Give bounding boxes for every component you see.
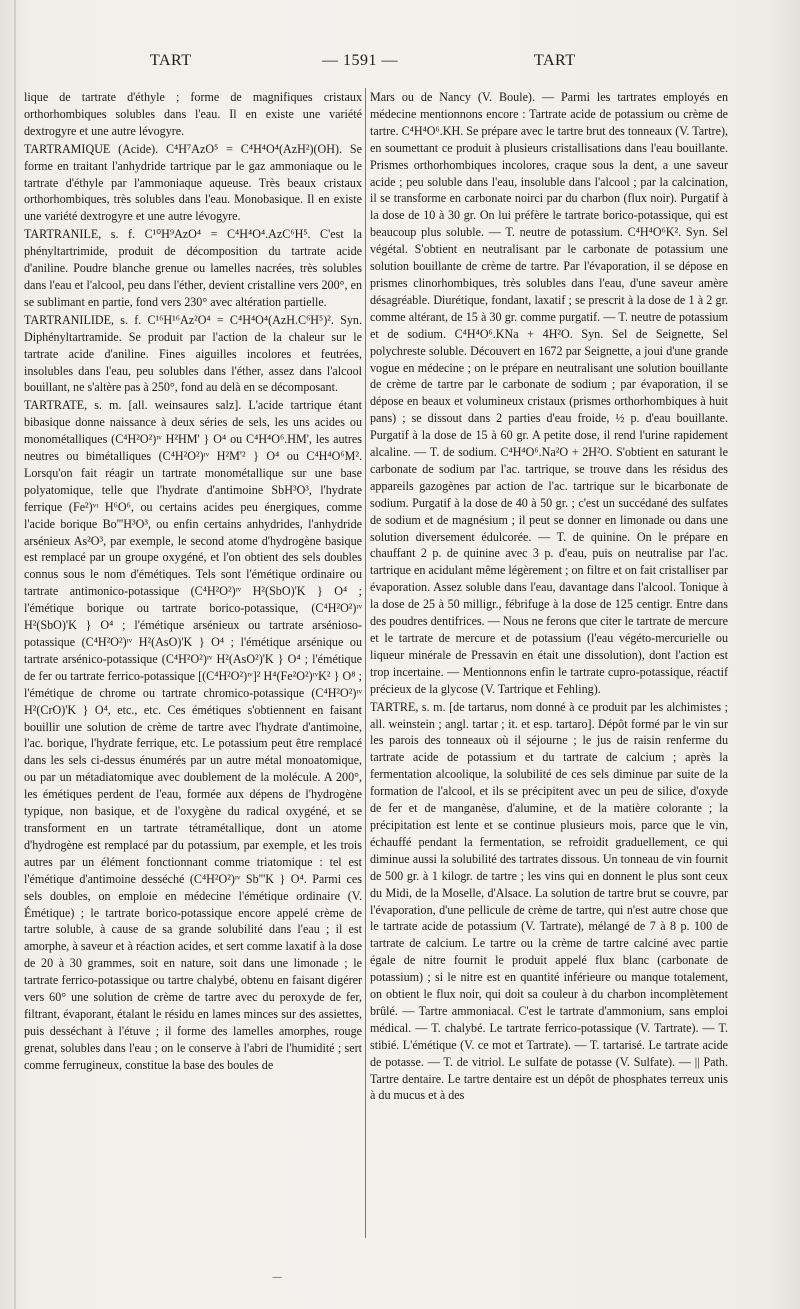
right-column (370, 88, 728, 1104)
page-fold-shadow (14, 0, 16, 1309)
entry-tartrate: TARTRATE, s. m. [all. weinsaures salz]. L'acide tartrique étant bibasique donne naissance à deux séries de sels, les uns acides ou monométalliques (C⁴H²O²)ᶦᵛ H²HM' } O⁴ ou C⁴H⁴O⁶.HM', les autres neutres ou bimétalliques (C⁴H²O²)ᶦᵛ H²M'² } O⁴ ou C⁴H⁴O⁶M². Lorsqu'on fait réagir un tartrate monométallique sur une base polyatomique, telle que l'hydrate d'antimoine SbH³O³, l'hydrate ferrique (Fe²)ᵛᶦ H⁶O⁶, ou certains acides peu énergiques, comme l'acide borique Bo'''H³O³, ou enfin certains anhydrides, l'anhydride arsénieux As²O³, par exemple, le second atome d'hydrogène basique est remplacé par un groupe oxygéné, et l'on obtient des sels doubles connus sous le nom d'émétiques. Tels sont l'émétique ordinaire ou tartrate antimonico-potassique (C⁴H²O²)ᶦᵛ H²(SbO)'K } O⁴ ; l'émétique borique ou tartrate borico-potassique, (C⁴H²O²)ᶦᵛ H²(SbO)'K } O⁴ ; l'émétique arsénieux ou tartrate arsénioso-potassique (C⁴H²O²)ᶦᵛ H²(AsO)'K } O⁴ ; l'émétique arsénique ou tartrate arsénico-potassique (C⁴H²O²)ᶦᵛ H²(AsO²)'K } O⁴ ; l'émétique de fer ou tartrate ferrico-potassique [(C⁴H²O²)ᶦᵛ]² H⁴(Fe²O²)ᶦᵛK² } O⁸ ; l'émétique de chrome ou tartrate chromico-potassique (C⁴H²O²)ᶦᵛ H²(CrO)'K } O⁴, etc., etc. Ces émétiques s'obtiennent en faisant bouillir une solution de crème de tartre avec l'hydrate d'antimoine, l'ac. borique, l'hydrate ferrique, etc. Le potassium peut être remplacé dans les sels ci-dessus énumérés par un autre métal monoatomique, ou par un métadiatomique avec doublement de la molécule. A 200°, les émétiques perdent de l'eau, formée aux dépens de l'hydrogène typique, non basique, et de l'oxygène du radical oxygéné, et se transforment en un tartrate tétramétallique, dont un atome d'hydrogène est remplacé par du potassium, par exemple, et les trois autres par un élément fonctionnant comme triatomique : tel est l'émétique d'antimoine desséché (C⁴H²O²)ᶦᵛ Sb'''K } O⁴. Parmi ces sels doubles, on emploie en médecine l'émétique ordinaire (V. Émétique) ; le tartrate borico-potassique encore appelé crème de tartre soluble, à cause de sa grande solubilité dans l'eau ; il est amorphe, à saveur et à réaction acides, et sert comme laxatif à la dose de 20 à 30 grammes, soit en nature, soit dans une limonade ; le tartrate ferrico-potassique ou tartre chalybé, obtenu en faisant digérer vers 60° une solution de crème de tartre avec du peroxyde de fer, filtrant, évaporant, étalant le résidu en lames minces sur des assiettes, puis desséchant à l'étuve ; il forme des lamelles amorphes, rouge grenat, solubles dans l'eau ; on le conserve à l'abri de l'humidité ; sert comme ferrugineux, constitue la base des boules de (24, 398, 362, 1072)
entry-tartre: TARTRE, s. m. [de tartarus, nom donné à ce produit par les alchimistes ; all. weinstein ; angl. tartar ; it. et esp. tartaro]. Dépôt formé par le vin sur les parois des tonneaux où il séjourne ; le jus de raisin renferme du tartrate acide de potassium et du tartrate de calcium ; après la fermentation alcoolique, la solubilité de ces sels diminue par suite de la formation de l'alcool, et ils se précipitent avec un peu de silice, d'oxyde de fer et de manganèse, d'alumine, et de la matière colorante ; la précipitation est lente et se continue plusieurs mois, parce que le vin, échauffé pendant la fermentation, se refroidit graduellement, ce qui diminue aussi la solubilité des tartrates dissous. Un tonneau de vin fournit de 500 gr. à 1 kilogr. de tartre ; les vins qui en donnent le plus sont ceux du Midi, de la Moselle, d'Alsace. La solution de tartre brut se couvre, par l'évaporation, d'une pellicule de crème de tartre, qui n'est autre chose que le tartrate acide de potassium (V. Tartrate), mélangé de 7 à 8 p. 100 de tartrate de calcium. Le tartre ou la crème de tartre calciné avec partie égale de nitre fournit le produit appelé flux blanc (carbonate de potassium) ; si le nitre est en quantité inférieure ou manque totalement, on obtient le flux noir, qui doit sa couleur à du charbon incomplètement brûlé. — Tartre ammoniacal. C'est le tartrate d'ammonium, sans emploi médical. — T. chalybé. Le tartrate ferrico-potassique (V. Tartrate). — T. stibié. L'émétique (V. ce mot et Tartrate). — T. tartarisé. Le tartrate acide de potasse. — T. de vitriol. Le sulfate de potasse (V. Sulfate). — || Path. Tartre dentaire. Le tartre dentaire est un dépôt de phosphates terreux unis à du mucus et à des (370, 699, 728, 1103)
entry-tartranile: TARTRANILE, s. f. C¹⁰H⁹AzO⁴ = C⁴H⁴O⁴.AzC⁶H⁵. C'est la phényltartrimide, produit de décomposition du tartrate acide d'aniline. Poudre blanche grenue ou lamelles nacrées, très solubles dans l'eau et l'alcool, peu dans l'éther, devient cristalline vers 200°, en se sublimant en partie, fond vers 230° avec altération partielle. (24, 227, 362, 309)
running-head-right: TART (534, 52, 576, 69)
footer-mark: — (272, 1272, 282, 1283)
left-column (24, 88, 362, 1074)
running-head (0, 52, 800, 78)
entry-tartramique: TARTRAMIQUE (Acide). C⁴H⁷AzO⁵ = C⁴H⁴O⁴(AzH²)(OH). Se forme en traitant l'anhydride tartrique par le gaz ammoniaque ou le tartrate d'éthyle par l'ammoniaque aqueuse. Très beaux cristaux orthorhombiques, très solubles dans l'eau. Monobasique. Il en existe une variété dextrogyre et une autre lévogyre. (24, 141, 362, 224)
entry-tartrate-continued: Mars ou de Nancy (V. Boule). — Parmi les tartrates employés en médecine mentionnons encore : Tartrate acide de potassium ou crème de tartre. C⁴H⁴O⁶.KH. Se prépare avec le tartre brut des tonneaux (V. Tartre), en soumettant ce produit à plusieurs cristallisations dans l'eau bouillante. Prismes orthorhombiques incolores, craque sous la dent, a une saveur acide ; peu soluble dans l'eau, insoluble dans l'alcool ; par la calcination, il se transforme en carbonate noirci par du charbon (flux noir). Purgatif à la dose de 10 à 30 gr. On lui préfère le tartrate borico-potassique, qui est beaucoup plus soluble. — T. neutre de potassium. C⁴H⁴O⁶K². Syn. Sel végétal. S'obtient en neutralisant par le carbonate de potassium une solution bouillante de crème de tartre. Par l'évaporation, il se dépose en prismes clinorhombiques, très solubles dans l'eau, d'une saveur amère désagréable. Diurétique, fondant, laxatif ; se prescrit à la dose de 1 à 2 gr. comme altérant, de 15 à 30 gr. comme purgatif. — T. neutre de potassium et de sodium. C⁴H⁴O⁶.KNa + 4H²O. Syn. Sel de Seignette, Sel polychreste soluble. Découvert en 1672 par Seignette, a joui d'une grande vogue en médecine ; on le prépare en neutralisant une solution bouillante de crème de tartre par le carbonate de sodium ; par évaporation, il se dépose en beaux et volumineux cristaux (prismes orthorhombiques à huit pans) ; se dissout dans 2 parties d'eau froide, ½ p. d'eau bouillante. Purgatif à la dose de 15 à 60 gr. A petite dose, il rend l'urine rapidement alcaline. — T. de sodium. C⁴H⁴O⁶.Na²O + 2H²O. S'obtient en saturant le carbonate de sodium par l'ac. tartrique, se trouve dans les résidus des appareils gazogènes par action de l'ac. tartrique sur le bicarbonate de sodium. Purgatif à la dose de 40 à 50 gr. ; c'est un succédané des sulfates de sodium et de magnésium ; il peut se donner en limonade ou dans une solution diversement édulcorée. — T. de quinine. On le prépare en chauffant 2 p. de quinine avec 3 p. d'eau, puis on neutralise par l'ac. tartrique en acidulant même légèrement ; on filtre et on fait cristalliser par évaporation. Assez soluble dans l'eau, davantage dans l'alcool. Tonique à la dose de 25 à 50 milligr., fébrifuge à la dose de 125 centigr. Entre dans des poudres dentifrices. — Nous ne ferons que citer le tartrate de mercure et le tartrate de mercure et de potassium (l'eau végéto-mercurielle ou liqueur minérale de Pressavin en était une dissolution), dont l'action est trop incertaine. — Mentionnons enfin le tartrate cupro-potassique, réactif précieux de la glycose (V. Tartrique et Fehling). (370, 90, 728, 696)
entry-continuation: lique de tartrate d'éthyle ; forme de magnifiques cristaux orthorhombiques solubles dans l'eau. Il en existe une variété dextrogyre et une autre lévogyre. (24, 90, 362, 138)
column-divider (365, 88, 366, 1238)
page-number: — 1591 — (322, 52, 398, 69)
entry-tartranilide: TARTRANILIDE, s. f. C¹⁶H¹⁶Az²O⁴ = C⁴H⁴O⁴(AzH.C⁶H⁵)². Syn. Diphényltartramide. Se produit par l'action de la chaleur sur le tartrate acide d'aniline. Fines aiguilles incolores et feutrées, insolubles dans l'eau, peu solubles dans l'éther, assez dans l'alcool bouillant, ne s'altère pas à 250°, fond au delà en se décomposant. (24, 312, 362, 395)
running-head-left: TART (150, 52, 192, 69)
